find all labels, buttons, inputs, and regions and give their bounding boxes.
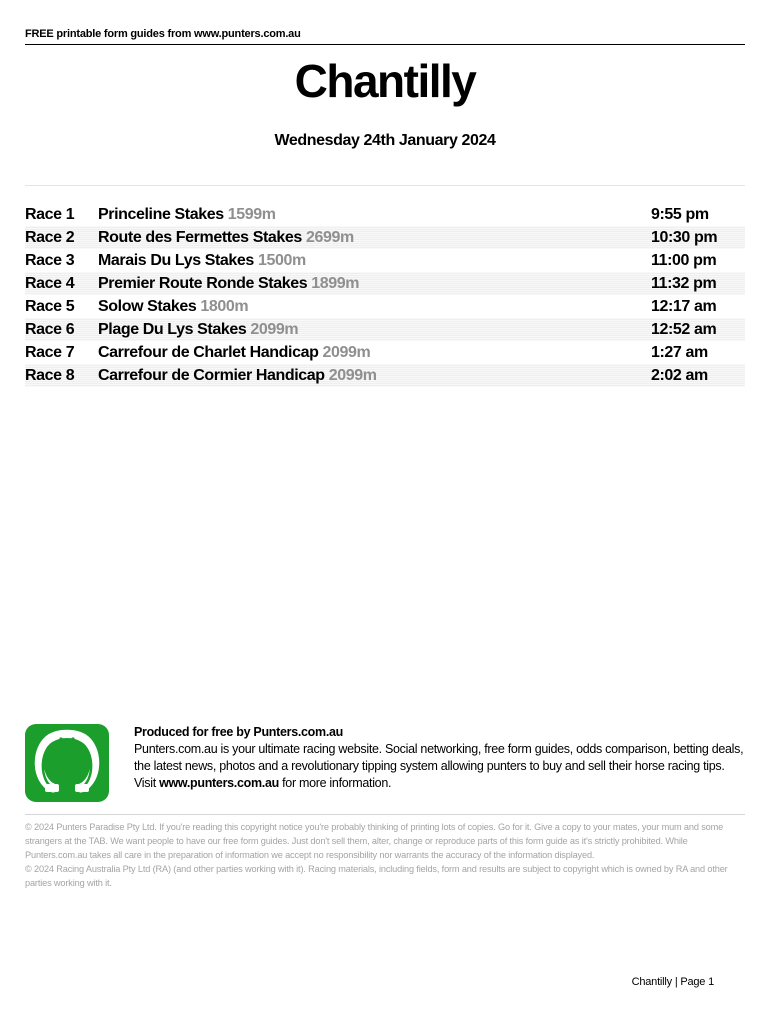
promo-visit <box>134 775 745 792</box>
header-note: FREE printable form guides from www.punters.com.au <box>25 28 745 45</box>
race-name: Route des Fermettes Stakes <box>98 229 302 246</box>
race-time: 1:27 am <box>651 344 708 361</box>
race-row <box>25 272 745 295</box>
copyright-notice <box>25 820 745 890</box>
copyright-punters: © 2024 Punters Paradise Pty Ltd. If you're reading this copyright notice you're probably thinking of printing lots of copies. Go for it. Give a copy to your mates, your mum and some strangers at the TAB. We want people to have our free form guides. Just don't sell them, alter, change or reproduce parts of this form guide as it's strictly prohibited. While Punters.com.au takes all care in the preparation of information we accept no responsibility nor warrants the accuracy of the information displayed. <box>25 822 724 860</box>
race-time: 2:02 am <box>651 367 708 384</box>
race-row <box>25 203 745 226</box>
page-footer: Chantilly | Page 1 <box>631 976 714 988</box>
race-number: Race 5 <box>25 298 75 315</box>
race-number: Race 7 <box>25 344 75 361</box>
promo-section <box>25 724 745 804</box>
race-distance: 2099m <box>328 367 377 384</box>
race-distance: 1500m <box>257 252 306 269</box>
visit-prefix: Visit <box>134 776 156 790</box>
race-time: 9:55 pm <box>651 206 709 223</box>
divider <box>25 185 745 186</box>
race-time: 10:30 pm <box>651 229 718 246</box>
race-number: Race 3 <box>25 252 75 269</box>
promo-text <box>134 724 745 792</box>
race-list <box>25 203 745 387</box>
punters-logo <box>25 724 109 802</box>
race-name: Solow Stakes <box>98 298 197 315</box>
race-row <box>25 226 745 249</box>
race-row <box>25 364 745 387</box>
race-number: Race 6 <box>25 321 75 338</box>
race-distance: 1800m <box>200 298 249 315</box>
horseshoe-icon <box>25 724 109 802</box>
footer-divider <box>25 814 745 815</box>
race-name: Marais Du Lys Stakes <box>98 252 254 269</box>
promo-heading: Produced for free by Punters.com.au <box>134 725 343 739</box>
race-name: Princeline Stakes <box>98 206 224 223</box>
race-row <box>25 341 745 364</box>
page-title: Chantilly <box>294 55 476 107</box>
promo-body: Punters.com.au is your ultimate racing website. Social networking, free form guides, odds comparison, betting deals, the latest news, photos and a revolutionary tipping system allowing punters to buy and sell their horse racing tips. <box>134 742 744 773</box>
race-name: Carrefour de Cormier Handicap <box>98 367 325 384</box>
website-link[interactable]: www.punters.com.au <box>159 776 279 790</box>
race-name: Carrefour de Charlet Handicap <box>98 344 319 361</box>
race-distance: 2099m <box>322 344 371 361</box>
race-number: Race 4 <box>25 275 75 292</box>
race-row <box>25 295 745 318</box>
race-distance: 1599m <box>227 206 276 223</box>
race-name: Plage Du Lys Stakes <box>98 321 247 338</box>
race-distance: 2099m <box>250 321 299 338</box>
race-date: Wednesday 24th January 2024 <box>274 132 496 149</box>
race-distance: 1899m <box>311 275 360 292</box>
race-row <box>25 249 745 272</box>
race-number: Race 2 <box>25 229 75 246</box>
copyright-racing-australia: © 2024 Racing Australia Pty Ltd (RA) (and other parties working with it). Racing materials, including fields, form and results are subject to copyright which is owned by RA and other parties working with it. <box>25 864 728 888</box>
race-time: 12:17 am <box>651 298 717 315</box>
race-row <box>25 318 745 341</box>
visit-suffix: for more information. <box>282 776 392 790</box>
race-number: Race 1 <box>25 206 75 223</box>
race-time: 11:00 pm <box>651 252 717 269</box>
race-distance: 2699m <box>305 229 354 246</box>
race-time: 12:52 am <box>651 321 717 338</box>
race-number: Race 8 <box>25 367 75 384</box>
race-name: Premier Route Ronde Stakes <box>98 275 308 292</box>
race-time: 11:32 pm <box>651 275 717 292</box>
